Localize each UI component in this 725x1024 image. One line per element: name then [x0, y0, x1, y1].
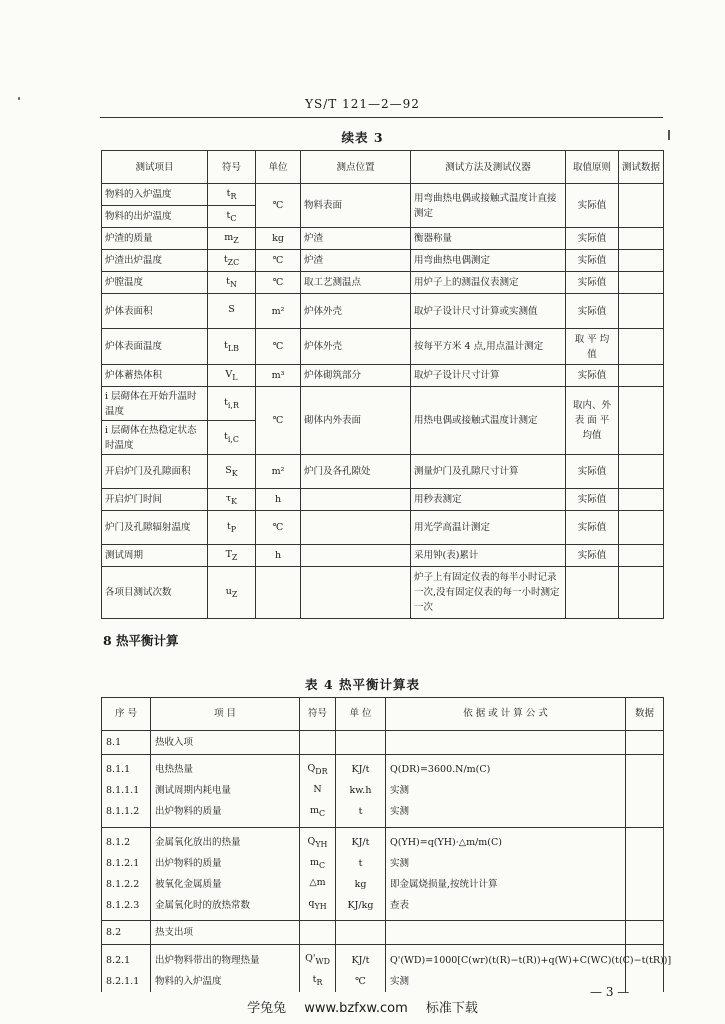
footer-label: 标准下载	[425, 1001, 478, 1016]
data-cell	[619, 294, 664, 329]
symbol-cell: $t_N$	[208, 272, 256, 294]
symbol-cell: $q_{YH}$	[300, 895, 336, 920]
data-cell	[626, 971, 664, 992]
data-cell	[619, 387, 664, 455]
symbol-cell: $m_C$	[300, 802, 336, 827]
method-cell: 取炉子设计尺寸计算或实测值	[411, 294, 566, 329]
point-cell: 炉体砌筑部分	[301, 365, 411, 387]
column-header: 项 目	[151, 698, 300, 731]
unit-cell: h	[256, 545, 301, 567]
point-cell	[301, 489, 411, 511]
table3-caption: 续表 3	[341, 130, 384, 145]
number-cell: 8.2.1.1	[102, 971, 151, 992]
data-cell	[619, 545, 664, 567]
unit-cell: h	[256, 489, 301, 511]
rule-cell: 实际值	[566, 511, 619, 545]
table-row	[102, 365, 664, 387]
unit-cell	[336, 731, 386, 755]
point-cell: 取工艺测温点	[301, 272, 411, 294]
table-row	[102, 250, 664, 272]
item-cell: i 层砌体在热稳定状态时温度	[102, 421, 208, 455]
symbol-cell: $t_{ZC}$	[208, 250, 256, 272]
formula-cell: Q(DR)=3600.N/m(C)	[386, 755, 626, 781]
point-cell: 炉门及各孔隙处	[301, 455, 411, 489]
method-cell: 用弯曲热电偶测定	[411, 250, 566, 272]
method-cell: 取炉子设计尺寸计算	[411, 365, 566, 387]
standard-number-header: YS/T 121—2—92	[305, 97, 420, 111]
item-cell: 测试周期	[102, 545, 208, 567]
unit-cell: ℃	[336, 971, 386, 992]
table4	[101, 697, 672, 992]
data-cell	[626, 731, 664, 755]
data-cell	[619, 228, 664, 250]
data-cell	[626, 781, 664, 802]
method-cell: 炉子上有固定仪表的每半小时记录一次,没有固定仪表的每一小时测定一次	[411, 567, 566, 619]
item-cell: 物料的入炉温度	[102, 184, 208, 206]
symbol-cell: $Q_{YH}$	[300, 827, 336, 853]
symbol-cell: $u_Z$	[208, 567, 256, 619]
point-cell: 炉体外壳	[301, 294, 411, 329]
unit-cell: m³	[256, 365, 301, 387]
data-cell	[626, 827, 664, 853]
footer-url[interactable]: www.bzfxw.com	[304, 1001, 408, 1016]
method-cell: 用炉子上的测温仪表测定	[411, 272, 566, 294]
symbol-cell: N	[300, 781, 336, 802]
item-cell: 测试周期内耗电量	[151, 781, 300, 802]
unit-cell: ℃	[256, 272, 301, 294]
number-cell: 8.1.1.2	[102, 802, 151, 827]
column-header: 测试数据	[619, 151, 664, 184]
symbol-cell: $Q_{DR}$	[300, 755, 336, 781]
column-header: 单 位	[336, 698, 386, 731]
method-cell: 衡器称量	[411, 228, 566, 250]
point-cell	[301, 511, 411, 545]
item-cell: 出炉物料的质量	[151, 802, 300, 827]
table-row	[102, 455, 664, 489]
rule-cell: 实际值	[566, 272, 619, 294]
unit-cell: KJ/t	[336, 945, 386, 971]
unit-cell	[336, 921, 386, 945]
unit-cell: t	[336, 802, 386, 827]
item-cell: i 层砌体在开始升温时温度	[102, 387, 208, 421]
unit-cell: KJ/t	[336, 827, 386, 853]
method-cell: 用弯曲热电偶或接触式温度计直接测定	[411, 184, 566, 228]
symbol-cell: $\tau_K$	[208, 489, 256, 511]
rule-cell: 实际值	[566, 365, 619, 387]
rule-cell	[566, 567, 619, 619]
symbol-cell: $t_R$	[300, 971, 336, 992]
symbol-cell: $Q'_{WD}$	[300, 945, 336, 971]
formula-cell: Q(YH)=q(YH)·△m/m(C)	[386, 827, 626, 853]
method-cell: 用秒表测定	[411, 489, 566, 511]
item-cell: 热支出项	[151, 921, 300, 945]
table-row	[102, 228, 664, 250]
rule-cell: 实际值	[566, 184, 619, 228]
table-row	[102, 802, 664, 827]
number-cell: 8.1.2.1	[102, 854, 151, 875]
item-cell: 炉体蓄热体积	[102, 365, 208, 387]
data-cell	[619, 365, 664, 387]
table-row	[102, 874, 664, 895]
table-row	[102, 895, 664, 920]
item-cell: 金属氧化时的放热常数	[151, 895, 300, 920]
table-row	[102, 272, 664, 294]
table-row	[102, 945, 664, 971]
unit-cell: m²	[256, 455, 301, 489]
symbol-cell: $t_{i,R}$	[208, 387, 256, 421]
column-header: 测点位置	[301, 151, 411, 184]
formula-cell: 实测	[386, 854, 626, 875]
unit-cell: t	[336, 854, 386, 875]
unit-cell: ℃	[256, 511, 301, 545]
unit-cell: m²	[256, 294, 301, 329]
unit-cell: KJ/kg	[336, 895, 386, 920]
item-cell: 物料的出炉温度	[102, 206, 208, 228]
data-cell	[626, 921, 664, 945]
scan-speck	[18, 97, 20, 100]
number-cell: 8.1.1.1	[102, 781, 151, 802]
data-cell	[619, 567, 664, 619]
table-row	[102, 921, 664, 945]
table3	[101, 150, 664, 619]
rule-cell: 实际值	[566, 489, 619, 511]
formula-cell: 查表	[386, 895, 626, 920]
table-row	[102, 827, 664, 853]
number-cell: 8.1.2.3	[102, 895, 151, 920]
table-row	[102, 755, 664, 781]
column-header: 数据	[626, 698, 664, 731]
item-cell: 炉渣的质量	[102, 228, 208, 250]
table3-header-row	[102, 151, 664, 184]
column-header: 序 号	[102, 698, 151, 731]
symbol-cell: $m_Z$	[208, 228, 256, 250]
point-cell: 炉渣	[301, 250, 411, 272]
rule-cell: 取内、外表 面 平 均值	[566, 387, 619, 455]
number-cell: 8.1.2	[102, 827, 151, 853]
table-row	[102, 567, 664, 619]
symbol-cell: $S_K$	[208, 455, 256, 489]
rule-cell: 实际值	[566, 250, 619, 272]
unit-cell: KJ/t	[336, 755, 386, 781]
symbol-cell	[300, 731, 336, 755]
point-cell: 物料表面	[301, 184, 411, 228]
symbol-cell: $m_C$	[300, 854, 336, 875]
unit-cell: kg	[336, 874, 386, 895]
table-row	[102, 294, 664, 329]
unit-cell: ℃	[256, 329, 301, 365]
item-cell: 炉膛温度	[102, 272, 208, 294]
point-cell	[301, 567, 411, 619]
method-cell: 按每平方米 4 点,用点温计测定	[411, 329, 566, 365]
data-cell	[619, 455, 664, 489]
data-cell	[619, 489, 664, 511]
data-cell	[619, 272, 664, 294]
formula-cell	[386, 731, 626, 755]
item-cell: 出炉物料的质量	[151, 854, 300, 875]
symbol-cell: △m	[300, 874, 336, 895]
table-row	[102, 489, 664, 511]
column-header: 取值原则	[566, 151, 619, 184]
item-cell: 热收入项	[151, 731, 300, 755]
column-header: 测试项目	[102, 151, 208, 184]
column-header: 测试方法及测试仪器	[411, 151, 566, 184]
table4-header-row	[102, 698, 664, 731]
column-header: 符号	[300, 698, 336, 731]
item-cell: 炉门及孔隙辐射温度	[102, 511, 208, 545]
symbol-cell: $t_P$	[208, 511, 256, 545]
rule-cell: 实际值	[566, 455, 619, 489]
table-row	[102, 184, 664, 206]
data-cell	[619, 250, 664, 272]
symbol-cell: $t_R$	[208, 184, 256, 206]
item-cell: 金属氧化放出的热量	[151, 827, 300, 853]
point-cell: 砌体内外表面	[301, 387, 411, 455]
formula-cell	[386, 921, 626, 945]
symbol-cell: $t_C$	[208, 206, 256, 228]
symbol-cell: $T_Z$	[208, 545, 256, 567]
table-row	[102, 781, 664, 802]
unit-cell: ℃	[256, 184, 301, 228]
number-cell: 8.2.1	[102, 945, 151, 971]
symbol-cell: $t_{LB}$	[208, 329, 256, 365]
footer-site-name: 学兔兔	[247, 1001, 287, 1016]
item-cell: 电热热量	[151, 755, 300, 781]
rule-cell: 实际值	[566, 294, 619, 329]
item-cell: 被氧化金属质量	[151, 874, 300, 895]
formula-cell: 实测	[386, 971, 626, 992]
unit-cell: kw.h	[336, 781, 386, 802]
symbol-cell	[300, 921, 336, 945]
data-cell	[619, 511, 664, 545]
rule-cell: 取 平 均 值	[566, 329, 619, 365]
symbol-cell: $V_L$	[208, 365, 256, 387]
unit-cell: ℃	[256, 387, 301, 455]
formula-cell: 实测	[386, 781, 626, 802]
footer-watermark	[0, 997, 725, 1016]
data-cell	[626, 874, 664, 895]
column-header: 依 据 或 计 算 公 式	[386, 698, 626, 731]
unit-cell	[256, 567, 301, 619]
point-cell: 炉渣	[301, 228, 411, 250]
table-row	[102, 329, 664, 365]
section-8-heading: 8 热平衡计算	[103, 633, 179, 648]
table-row	[102, 854, 664, 875]
number-cell: 8.1.2.2	[102, 874, 151, 895]
item-cell: 物料的入炉温度	[151, 971, 300, 992]
table-row	[102, 387, 664, 421]
method-cell: 采用钟(表)累计	[411, 545, 566, 567]
method-cell: 测量炉门及孔隙尺寸计算	[411, 455, 566, 489]
data-cell	[619, 184, 664, 228]
rule-cell: 实际值	[566, 545, 619, 567]
point-cell: 炉体外壳	[301, 329, 411, 365]
formula-cell: 即金属烧损量,按统计计算	[386, 874, 626, 895]
table-row	[102, 971, 664, 992]
item-cell: 开启炉门时间	[102, 489, 208, 511]
table-row	[102, 545, 664, 567]
formula-cell: Q'(WD)=1000[C(wr)(t(R)−t(R))+q(W)+C(WC)(t(C)−t(tR))]	[386, 945, 626, 971]
item-cell: 出炉物料带出的物理热量	[151, 945, 300, 971]
method-cell: 用热电偶或接触式温度计测定	[411, 387, 566, 455]
point-cell	[301, 545, 411, 567]
rule-cell: 实际值	[566, 228, 619, 250]
page-number: — 3 —	[590, 985, 630, 999]
symbol-cell: $t_{i,C}$	[208, 421, 256, 455]
table4-caption: 表 4 热平衡计算表	[305, 677, 420, 692]
column-header: 单位	[256, 151, 301, 184]
method-cell: 用光学高温计测定	[411, 511, 566, 545]
data-cell	[626, 854, 664, 875]
number-cell: 8.1.1	[102, 755, 151, 781]
header-rule	[100, 117, 663, 118]
data-cell	[626, 755, 664, 781]
item-cell: 各项目测试次数	[102, 567, 208, 619]
table-row	[102, 511, 664, 545]
number-cell: 8.1	[102, 731, 151, 755]
unit-cell: kg	[256, 228, 301, 250]
data-cell	[619, 329, 664, 365]
formula-cell: 实测	[386, 802, 626, 827]
unit-cell: ℃	[256, 250, 301, 272]
data-cell	[626, 895, 664, 920]
item-cell: 炉渣出炉温度	[102, 250, 208, 272]
column-header: 符号	[208, 151, 256, 184]
data-cell	[626, 802, 664, 827]
number-cell: 8.2	[102, 921, 151, 945]
item-cell: 炉体表面积	[102, 294, 208, 329]
item-cell: 开启炉门及孔隙面积	[102, 455, 208, 489]
symbol-cell: S	[208, 294, 256, 329]
item-cell: 炉体表面温度	[102, 329, 208, 365]
table-row	[102, 731, 664, 755]
